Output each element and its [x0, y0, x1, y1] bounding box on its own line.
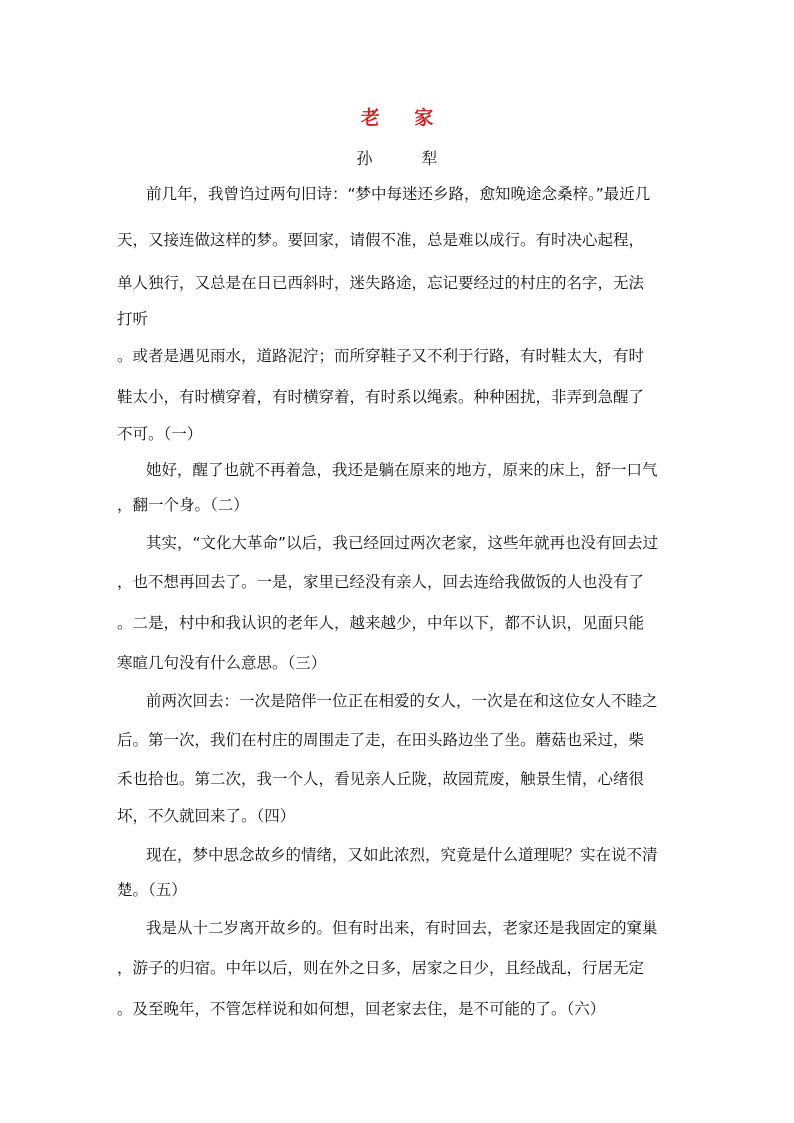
text-line: 她好，醒了也就不再着急，我还是躺在原来的地方，原来的床上，舒一口气: [146, 461, 658, 479]
text-line: 不可。（一）: [117, 425, 203, 443]
text-line: ，游子的归宿。中年以后，则在外之日多，居家之日少，且经战乱，行居无定: [117, 959, 645, 977]
text-line: 鞋太小，有时横穿着，有时横穿着，有时系以绳索。种种困扰，非弄到急醒了: [117, 388, 645, 406]
text-line: 后。第一次，我们在村庄的周围走了走，在田头路边坐了坐。蘑菇也采过，柴: [117, 731, 645, 749]
text-line: 打听: [117, 310, 149, 328]
text-line: 寒暄几句没有什么意思。（三）: [117, 654, 327, 672]
text-line: 前两次回去：一次是陪伴一位正在相爱的女人，一次是在和这位女人不睦之: [146, 692, 658, 710]
text-line: 现在，梦中思念故乡的情绪，又如此浓烈，究竟是什么道理呢？实在说不清: [146, 846, 658, 864]
text-line: 。二是，村中和我认识的老年人，越来越少，中年以下，都不认识，见面只能: [117, 614, 645, 632]
text-line: 。及至晚年，不管怎样说和如何想，回老家去住，是不可能的了。（六）: [117, 1000, 606, 1018]
text-line: 前几年，我曾诌过两句旧诗：“梦中每迷还乡路，愈知晚途念桑梓。”最近几: [146, 185, 651, 203]
document-title: 老 家: [360, 107, 448, 129]
text-line: 其实，“文化大革命”以后，我已经回过两次老家，这些年就再也没有回去过: [146, 534, 659, 552]
text-line: 我是从十二岁离开故乡的。但有时出来，有时回去，老家还是我固定的窠巢: [146, 919, 658, 937]
text-line: ，翻一个身。（二）: [117, 496, 249, 514]
text-line: ，也不想再回去了。一是，家里已经没有亲人，回去连给我做饭的人也没有了: [117, 573, 645, 591]
text-line: 。或者是遇见雨水，道路泥泞；而所穿鞋子又不利于行路，有时鞋太大，有时: [117, 347, 645, 365]
text-line: 楚。（五）: [117, 881, 187, 899]
text-line: 单人独行，又总是在日已西斜时，迷失路途，忘记要经过的村庄的名字，无法: [117, 274, 645, 292]
text-line: 天，又接连做这样的梦。要回家，请假不准，总是难以成行。有时决心起程，: [117, 231, 645, 249]
text-line: 坏，不久就回来了。（四）: [117, 807, 296, 825]
document-author: 孙 犁: [356, 149, 460, 168]
text-line: 禾也拾也。第二次，我一个人，看见亲人丘陇，故园荒废，触景生情，心绪很: [117, 770, 645, 788]
